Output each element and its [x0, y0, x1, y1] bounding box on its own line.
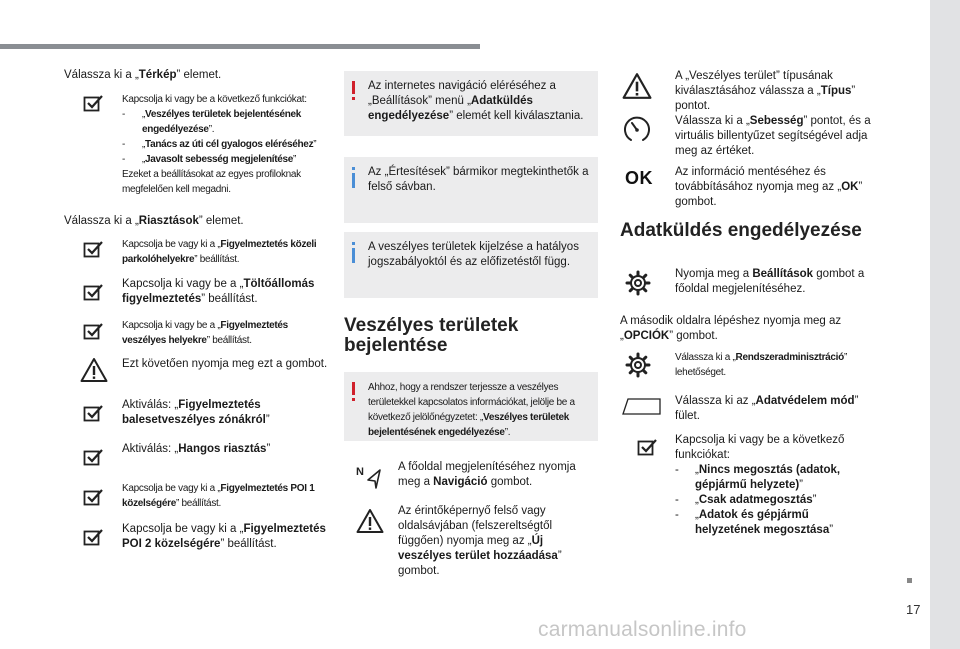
- navigation-arrow-icon: [356, 464, 382, 490]
- sound-alert-activation-text: Aktiválás: „Hangos riasztás”: [122, 443, 271, 455]
- save-send-text: Az információ mentéséhez és továbbításához nyomja meg az „OK” gombot.: [675, 166, 863, 208]
- speedometer-icon: [622, 114, 652, 144]
- section-heading-data-sending: Adatküldés engedélyezése: [620, 220, 862, 241]
- checkbox-icon: [83, 488, 103, 506]
- accident-zone-activation-text: Aktiválás: „Figyelmeztetés balesetveszélyes zónákról”: [122, 399, 270, 426]
- info-mark-icon: [352, 167, 355, 170]
- instruction-select-map: Válassza ki a „Térkép” elemet.: [64, 69, 222, 81]
- warning-triangle-icon: [622, 72, 652, 100]
- warning-note-text: Az internetes navigáció eléréséhez a „Beállítások” menü „Adatküldés engedélyezése” elemét kell kiválasztania.: [368, 80, 584, 122]
- info-note-text: Az „Értesítések” bármikor megtekinthetők a felső sávban.: [368, 166, 589, 193]
- instruction-select-alerts: Válassza ki a „Riasztások” elemet.: [64, 215, 244, 227]
- checkbox-icon: [83, 404, 103, 422]
- warning-mark-icon: [352, 382, 355, 395]
- warning-triangle-icon: [356, 508, 384, 534]
- system-admin-step-text: Válassza ki a „Rendszeradminisztráció” lehetőséget.: [675, 352, 847, 378]
- poi2-alert-text: Kapcsolja be vagy ki a „Figyelmeztetés POI 2 közelségére” beállítást.: [122, 523, 326, 550]
- top-accent-bar: [0, 44, 480, 49]
- type-select-text: A „Veszélyes terület” típusának kiválasztásához válassza a „Típus” pontot.: [675, 70, 856, 112]
- info-note-text: A veszélyes területek kijelzése a hatályos jogszabályoktól és az előfizetéstől függ.: [368, 241, 579, 268]
- warning-note-text: Ahhoz, hogy a rendszer terjessze a veszélyes területekkel kapcsolatos információkat, jelölje be a következő jelölőnégyzetet: „Veszélyes területek bejelentésének engedélyezése”.: [368, 382, 575, 438]
- options-step-text: A második oldalra lépéshez nyomja meg az „OPCIÓK” gombot.: [620, 315, 842, 342]
- press-button-text: Ezt követően nyomja meg ezt a gombot.: [122, 358, 328, 370]
- checkbox-icon: [637, 438, 657, 456]
- checkbox-icon: [83, 94, 103, 112]
- checkbox-icon: [83, 448, 103, 466]
- warning-note-share: [344, 372, 598, 441]
- watermark-text: carmanualsonline.info: [538, 618, 747, 641]
- warning-mark-icon: [352, 81, 355, 94]
- parking-alert-text: Kapcsolja be vagy ki a „Figyelmeztetés közeli parkolóhelyekre” beállítást.: [122, 239, 317, 265]
- add-danger-zone-step-text: Az érintőképernyő felső vagy oldalsávjában (felszereltségtől függően) nyomja meg az „Új veszélyes terület hozzáadása” gombot.: [398, 505, 562, 577]
- settings-gear-icon: [625, 270, 651, 296]
- page-end-marker: [907, 578, 912, 583]
- info-mark-icon: [352, 242, 355, 245]
- poi1-alert-text: Kapcsolja be vagy ki a „Figyelmeztetés POI 1 közelségére” beállítást.: [122, 483, 315, 509]
- fuel-station-alert-text: Kapcsolja ki vagy be a „Töltőállomás figyelmeztetés” beállítást.: [122, 278, 315, 305]
- privacy-tab-step-text: Válassza ki az „Adatvédelem mód” fület.: [675, 395, 859, 422]
- speed-select-text: Válassza ki a „Sebesség” pontot, és a virtuális billentyűzet segítségével adja meg az értéket.: [675, 115, 871, 157]
- settings-step-text: Nyomja meg a Beállítások gombot a főoldal megjelenítéséhez.: [675, 268, 865, 295]
- system-settings-gear-icon: [625, 352, 651, 378]
- page-side-strip: [930, 0, 960, 649]
- checkbox-icon: [83, 322, 103, 340]
- navigation-step-text: A főoldal megjelenítéséhez nyomja meg a Navigáció gombot.: [398, 461, 576, 488]
- section-heading-danger-zones: Veszélyes területek bejelentése: [344, 315, 519, 356]
- danger-zone-alert-text: Kapcsolja ki vagy be a „Figyelmeztetés veszélyes helyekre” beállítást.: [122, 320, 288, 346]
- svg-text:N: N: [356, 466, 364, 478]
- ok-icon: OK: [625, 168, 653, 188]
- sharing-options-text: Kapcsolja ki vagy be a következő funkciókat: - „Nincs megosztás (adatok, gépjármű helyzete)” - „Csak adatmegosztás” - „Adatok és gépjármű helyzetének megosztása”: [675, 433, 875, 538]
- map-options-text: Kapcsolja ki vagy be a következő funkciókat: - „Veszélyes területek bejelentésének engedélyezése”. - „Tanács az úti cél gyalogos eléréséhez” - „Javasolt sebesség megjelenítése” Ezeket a beállításokat az egyes profiloknak megfelelően kell megadni.: [122, 92, 328, 197]
- checkbox-icon: [83, 240, 103, 258]
- checkbox-icon: [83, 283, 103, 301]
- tab-outline-icon: [622, 396, 662, 416]
- page-number: 17: [906, 602, 921, 617]
- checkbox-icon: [83, 528, 103, 546]
- warning-note-internet: [344, 71, 598, 136]
- warning-triangle-icon: [80, 357, 108, 383]
- info-note-legislation: [344, 232, 598, 298]
- info-note-notifications: [344, 157, 598, 223]
